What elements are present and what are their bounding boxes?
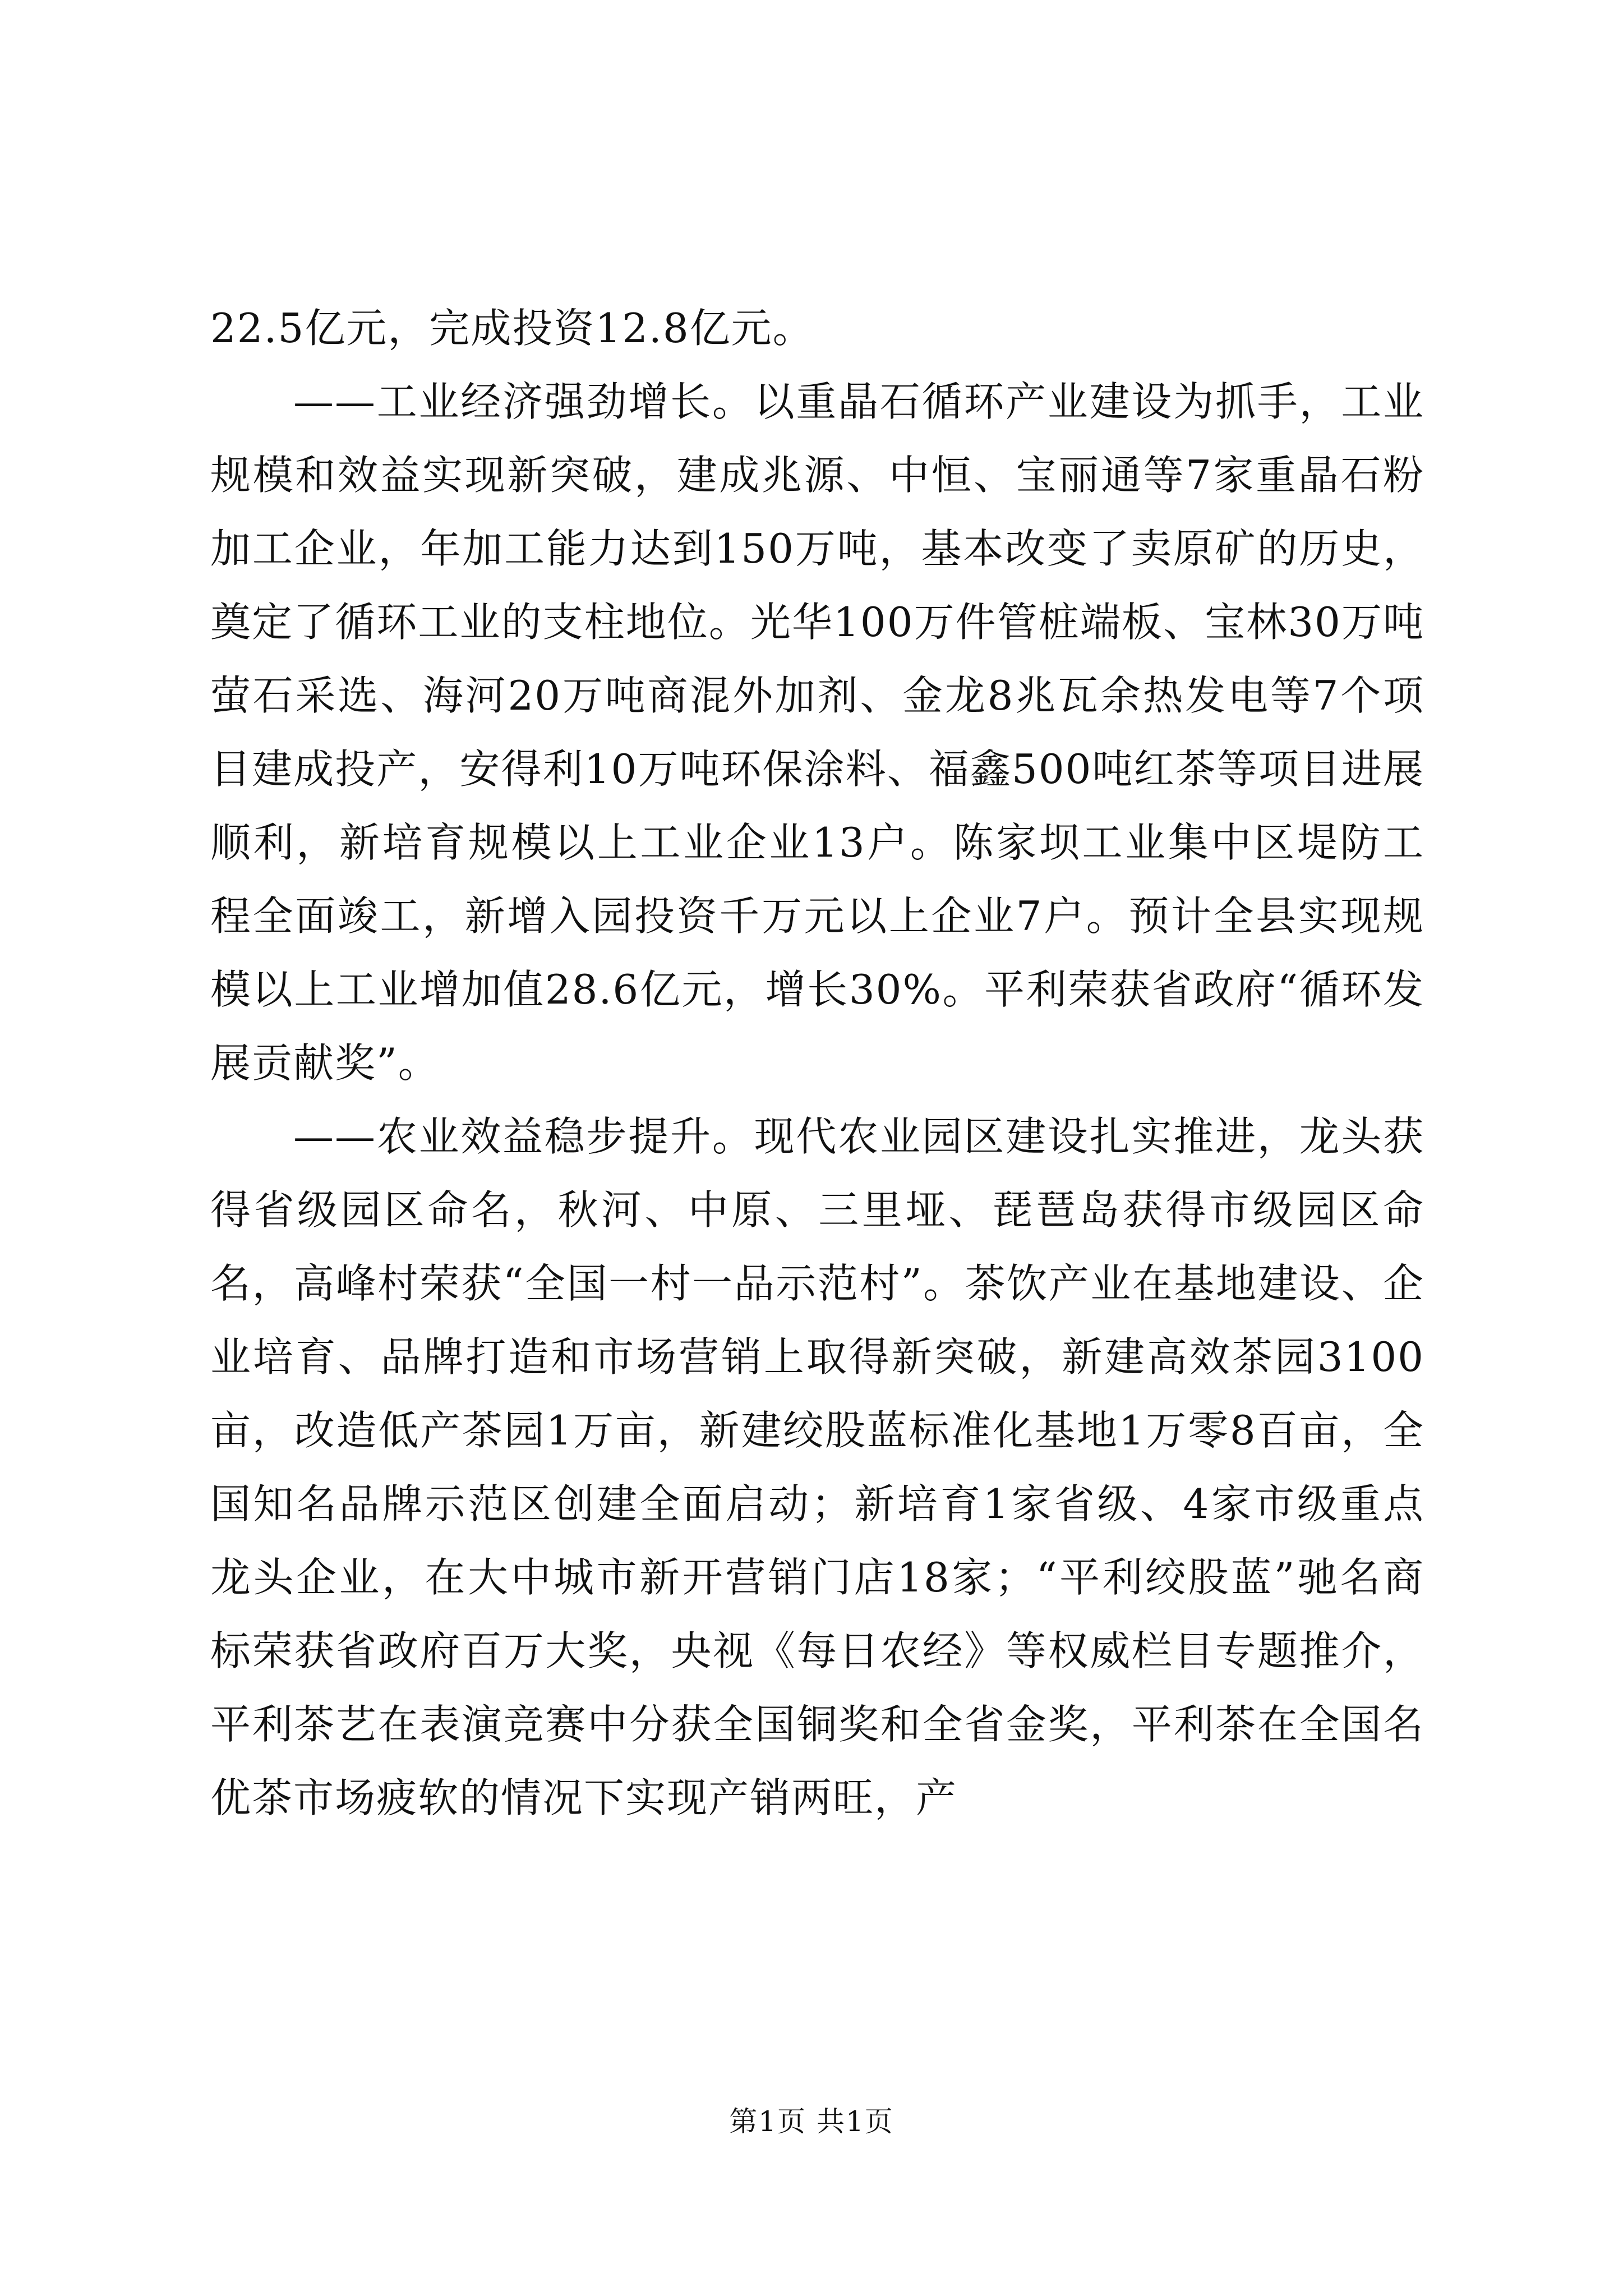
document-body [210,292,1424,1835]
paragraph-industrial-economy: ——工业经济强劲增长。以重晶石循环产业建设为抓手，工业规模和效益实现新突破，建成兆源、中恒、宝丽通等7家重晶石粉加工企业，年加工能力达到150万吨，基本改变了卖原矿的历史，奠定了循环工业的支柱地位。光华100万件管桩端板、宝林30万吨萤石采选、海河20万吨商混外加剂、金龙8兆瓦余热发电等7个项目建成投产，安得利10万吨环保涂料、福鑫500吨红茶等项目进展顺利，新培育规模以上工业企业13户。陈家坝工业集中区堤防工程全面竣工，新增入园投资千万元以上企业7户。预计全县实现规模以上工业增加值28.6亿元，增长30%。平利荣获省政府“循环发展贡献奖”。 [210,378,1424,1087]
paragraph-continuation: 22.5亿元，完成投资12.8亿元。 [210,305,814,352]
paragraph-agriculture: ——农业效益稳步提升。现代农业园区建设扎实推进，龙头获得省级园区命名，秋河、中原、三里垭、琵琶岛获得市级园区命名，高峰村荣获“全国一村一品示范村”。茶饮产业在基地建设、企业培育、品牌打造和市场营销上取得新突破，新建高效茶园3100亩，改造低产茶园1万亩，新建绞股蓝标准化基地1万零8百亩，全国知名品牌示范区创建全面启动；新培育1家省级、4家市级重点龙头企业，在大中城市新开营销门店18家；“平利绞股蓝”驰名商标荣获省政府百万大奖，央视《每日农经》等权威栏目专题推介，平利茶艺在表演竞赛中分获全国铜奖和全省金奖，平利茶在全国名优茶市场疲软的情况下实现产销两旺，产 [210,1113,1424,1821]
page-footer: 第1页 共1页 [729,2105,894,2138]
